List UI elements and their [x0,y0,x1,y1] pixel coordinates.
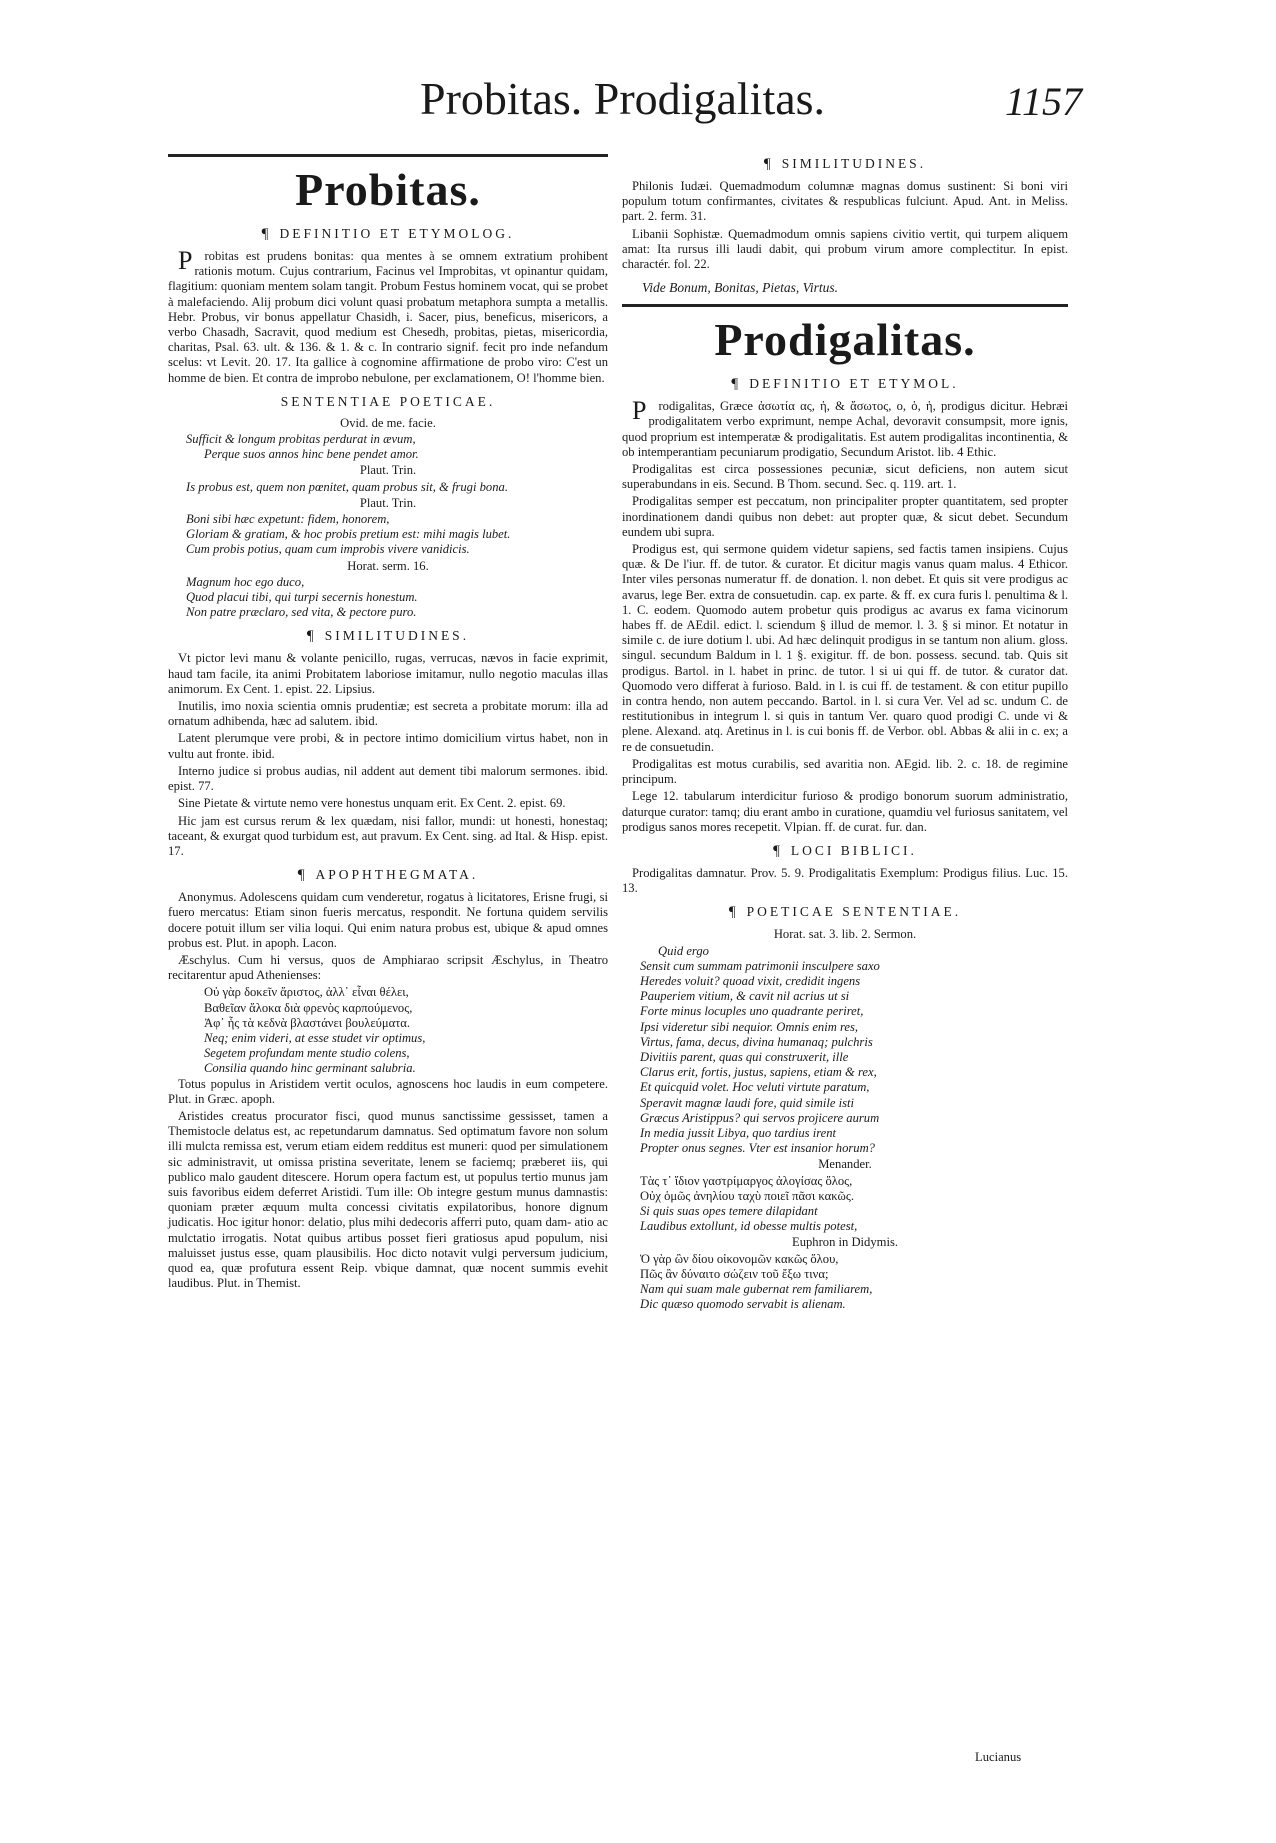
running-title: Probitas. Prodigalitas. [420,73,826,124]
section-heading-poetica: SENTENTIAE POETICAE. [280,393,496,409]
greek-verse-line: Βαθεῖαν ἄλοκα διὰ φρενὸς καρπούμενος, [204,1000,413,1015]
left-column [168,148,608,1293]
column-rule [622,304,1068,307]
apophthegma-paragraph: Æschylus. Cum hi versus, quos de Amphiarao scripsit Æschylus, in Theatro recitarentur apud Athenienses: [168,952,608,983]
section-heading-similitudines [622,156,1068,173]
verse-line: Ipsi videretur sibi nequior. Omnis enim res, [640,1019,859,1034]
section-heading-poeticae [622,904,1068,921]
definitio-paragraph: Prodigus est, qui sermone quidem videtur sapiens, sed factis tamen insipiens. Cujus quæ. & De l'iur. ff. de tutor. & curator. Et dicitur magis vanus quam malus. 4 Ethicor. Inter viles personas numeratur ff. de donation. l. non debet. Et quis sit vere prodigus ac avarus, lege Ber. extra de consuetudin. cap. ex parte. & ff. ex cura furis l. penultima & l. 1. C. eodem. Quomodo autem probetur quis prodigus ac avarus ex fama vicinorum habes ff. de AEdil. edict. l. sciendum § illud de memor. l. 3. § si minor. Et notatur in simile c. de iure dotium l. ubi. Ad hæc delinquit prodigus in se tantum non alium. gloss. singul. secundum Baldum in l. 1 §. exigitur. ff. de bon. possess. secund. tab. Quis sit prodigus. Bartol. in l. habet in princ. de tutor. l si ui qui ff. de tutor. & curator dat. Quomodo vero differat à furioso. Bald. in l. is cui ff. de testament. & con etitur pupillo in contra hendo, non autem peccando. Bartol. in l. si cura Ver. Vel ad sc. undum C. de restitutionibus in integrum l. si quis in tantum Ver. quaro quod prodigi C. unde vi & plene. Alexand. atq. Aretinus in l. is cui bonis ff. de Verbor. obl. Abbas & alii in c. ex; a re de consuetudin. [622,542,1068,754]
verse-source: Horat. serm. 16. [347,558,429,573]
greek-verse-line: Τὰς τ᾽ ἴδιον γαστρίμαργος ἀλογίσας ὅλος, [640,1173,853,1188]
verse-line: Segetem profundam mente studio colens, [204,1046,410,1061]
pilcrow-icon: ¶ [261,226,272,242]
similitudo-paragraph: Latent plerumque vere probi, & in pectore intimo domicilium virtus habet, non in vultu aut fronte. ibid. [168,731,608,761]
verse-source: Menander. [818,1157,872,1172]
greek-verse-line: Πῶς ἂν δύναιτο σώζειν τοῦ ἔξω τινα; [640,1266,829,1281]
entry-title-prodigalitas: Prodigalitas. [714,314,976,366]
verse-line: Divitiis parent, quas qui construxerit, ille [640,1049,849,1064]
entry-title-probitas: Probitas. [295,164,481,215]
pilcrow-icon: ¶ [728,904,739,921]
heading-text: SIMILITUDINES. [324,628,470,644]
verse-line: Gloriam & gratiam, & hoc probis pretium est: mihi magis lubet. [186,527,511,542]
verse-line: Quod placui tibi, qui turpi secernis honestum. [186,590,418,605]
loci-text: Prodigalitas damnatur. Prov. 5. 9. Prodigalitatis Exemplum: Prodigus filius. Luc. 15. 13. [622,865,1068,896]
pilcrow-icon: ¶ [763,156,774,172]
greek-verse-line: Ὁ γὰρ ὢν δίου οἰκονομῶν κακῶς ὅλου, [640,1251,839,1266]
verse-source: Horat. sat. 3. lib. 2. Sermon. [773,927,917,942]
verse-line: Pauperiem vitium, & cavit nil acrius ut si [640,989,850,1004]
definitio-paragraph: Prodigalitas, Græce ἀσωτία ας, ἡ, & ἄσωτος, ο, ὁ, ἡ, prodigus dicitur. Hebræi prodigalitatem verbo exprimunt, nempe Achal, devoravit consumpsit, more ignis, quod proprium est intemperatæ & prodigalitatis. Est autem prodigalitas incontinentia, & ob intemperantiam pecuniarum prodigatio, Secundum Aristot. lib. 4 Ethic. [622,396,1068,459]
cross-reference: Vide Bonum, Bonitas, Pietas, Virtus. [642,280,838,296]
verse-line: Consilia quando hinc germinant salubria. [204,1061,416,1076]
verse-line: Et quicquid volet. Hoc veluti virtute paratum, [640,1080,870,1095]
right-column [622,148,1068,1312]
heading-text: POETICAE SENTENTIAE. [746,904,962,920]
verse-line: Laudibus extollunt, id obesse multis potest, [640,1219,858,1234]
section-heading-loci [622,843,1068,860]
apophthegma-paragraph: Aristides creatus procurator fisci, quod munus sanctissime gessisset, tamen a Themistocle delatus est, ac repetundarum damnatus. Sed optimatum favore non solum illi mulcta remissa est, verum etiam eidem redditus est muneri: quod per simulationem sic administravit, ut omissa pristina severitate, lenem se faciemq; præberet iis, qui publico malo gaudent ditescere. Horum opera factum est, ut populus tertio munus jam suis favoribus eidem deferret Aristidi. Tum ille: Ob integre gestum munus damnastis: quoniam præter æquum multa concessi civitatis expilatoribus, honore dignum judicatis. Hoc igitur honor: delatio, plus mihi dedecoris afferri puto, quam dam- atio ac mulctatio irrogatis. Notat quibus artibus posset fieri gratiosus apud populum, nisi maluisset justus esse, quam plausibilis. Hoc dicto notavit vulgi perversum judicium, quod ea, quæ profutura essent Reip. vbique damnat, quæ nocent summis evehit laudibus. Plut. in Themist. [168,1108,608,1291]
verse-line: Sufficit & longum probitas perdurat in ævum, [186,432,416,447]
verse-line: Boni sibi hæc expetunt: fidem, honorem, [186,512,390,527]
column-rule [168,154,608,157]
verse-source: Plaut. Trin. [359,495,417,510]
verse-line: Græcus Aristippus? qui servos projicere aurum [640,1110,880,1125]
similitudo-paragraph: Libanii Sophistæ. Quemadmodum omnis sapiens civitio vertit, qui turpem aliquem amat: Ita rursus illi laudi dabit, qui probum virum amore complectitur. In epist. charactér. fol. 22. [622,226,1068,272]
verse-line: Is probus est, quem non pœnitet, quam probus sit, & frugi bona. [186,479,508,494]
verse-source: Ovid. de me. facie. [340,415,436,430]
verse-line: Sensit cum summam patrimonii insculpere saxo [640,958,880,973]
verse-line: Quid ergo [658,943,709,958]
section-heading-similitudines [168,628,608,645]
pilcrow-icon: ¶ [297,867,308,884]
verse-line: Non patre præclaro, sed vita, & pectore puro. [186,605,417,620]
definitio-paragraph: Prodigalitas est motus curabilis, sed avaritia non. AEgid. lib. 2. c. 18. de regimine principum. [622,756,1068,787]
verse-line: Speravit magnæ laudi fore, quid simile isti [640,1095,854,1110]
verse-line: Perque suos annos hinc bene pendet amor. [204,447,419,462]
heading-text: DEFINITIO ET ETYMOLOG. [279,226,515,241]
heading-text: LOCI BIBLICI. [790,842,917,858]
pilcrow-icon: ¶ [731,376,742,393]
similitudo-paragraph: Hic jam est cursus rerum & lex quædam, nisi fallor, mundi: ut honesti, honestaq; taceant, & exurgat quod turbidum est, aut pravum. Ex Cent. sing. ad Ital. & Hisp. epist. 17. [168,813,608,858]
catchword: Lucianus [975,1750,1022,1764]
definitio-text: Probitas est prudens bonitas: qua mentes à se omnem extratium prohibent rationis motum. Cujus contrarium, Facinus vel Improbitas, vt opinantur quidam, flagitium: quoniam mentem solam tangit. Probum Festus hominem vocat, qui se probet à malefaciendo. Alij probum dici volunt quasi probatum metaphora sumpta a metallis. Hebr. Probus, vir bonus appellatur Chasidh, i. Sacer, pius, beneficus, misericors, a verbo Chasadh, Sacravit, quod medium est Chesedh, probitas, pietas, misericordia, charitas, Psal. 63. ult. & 136. & 1. & c. In contrario signif. fecit pro inde nefandum scelus: vt Levit. 20. 17. Ita gallice à cognomine affirmatione de probo viro: C'est un homme de bien. Et contra de improbo nebulone, per exclamationem, O! l'homme bien. [168,246,608,385]
verse-line: Clarus erit, fortis, justus, sapiens, etiam & rex, [640,1065,877,1080]
pilcrow-icon: ¶ [306,628,317,645]
heading-text: SIMILITUDINES. [781,156,927,171]
definitio-paragraph: Prodigalitas semper est peccatum, non principaliter propter quantitatem, sed propter inordinationem dandi quibus non debet: aut propter quæ, & sicut debet. Secundum eundem ubi supra. [622,494,1068,539]
verse-source: Euphron in Didymis. [792,1235,898,1250]
greek-verse-line: Οὐ γὰρ δοκεῖν ἄριστος, ἀλλ᾽ εἶναι θέλει, [204,985,409,1000]
similitudo-paragraph: Interno judice si probus audias, nil addent aut dement tibi malorum sermones. ibid. epist. 77. [168,763,608,794]
page-header [0,72,1276,142]
verse-line: Magnum hoc ego duco, [186,574,305,589]
verse-line: Forte minus locuples uno quadrante periret, [640,1004,864,1019]
apophthegma-paragraph: Anonymus. Adolescens quidam cum venderetur, rogatus à licitatores, Erisne frugi, si fuero mercatus: Etiam sinon fueris mercatus, respondit. Ne fortuna quidem servilis docere potuit illum ser vilia loqui. Qui enim natura probus est, ubique & apud omnes probus est. Plut. in apoph. Lacon. [168,890,608,950]
definitio-paragraph: Prodigalitas est circa possessiones pecuniæ, sicut deficiens, non autem sicut superabundans in eis. Secund. B Thom. secund. Sec. q. 119. art. 1. [622,462,1068,492]
verse-line: Dic quæso quomodo servabit is alienam. [640,1297,846,1312]
heading-text: DEFINITIO ET ETYMOL. [749,376,959,392]
similitudo-paragraph: Philonis Iudæi. Quemadmodum columnæ magnas domus sustinent: Si boni viri populum totum confirmantes, civitates & respublicas fulciunt. Apud. Ant. in Meliss. part. 2. ferm. 31. [622,179,1068,224]
verse-line: Neq; enim videri, at esse studet vir optimus, [204,1030,426,1045]
greek-verse-line: Οὐχ ὁμῶς ἀνηλίου ταχὺ ποιεῖ πᾶσι κακῶς. [640,1188,854,1203]
verse-line: In media jussit Libya, quo tardius irent [640,1125,837,1140]
similitudo-paragraph: Vt pictor levi manu & volante penicillo, rugas, verrucas, nævos in facie exprimit, haud tam facile, ita animi Probitatem laboriose imitamur, nullo negotio maculas illas animorum. Ex Cent. 1. epist. 22. Lipsius. [168,651,608,696]
apophthegma-paragraph: Totus populus in Aristidem vertit oculos, agnoscens hoc laudis in eum competere. Plut. in Græc. apoph. [168,1076,608,1106]
page-number: 1157 [1005,79,1083,124]
similitudo-paragraph: Inutilis, imo noxia scientia omnis prudentiæ; est secreta a probitate morum: illa ad ornatum adhibenda, hæc ad salutem. ibid. [168,699,608,729]
section-heading-definitio [622,376,1068,393]
verse-line: Virtus, fama, decus, divina humanaq; pulchris [640,1034,873,1049]
pilcrow-icon: ¶ [773,842,783,859]
section-heading-definitio [168,226,608,243]
verse-line: Cum probis potius, quam cum improbis vivere vanidicis. [186,542,470,557]
section-heading-apophthegmata [168,867,608,884]
verse-line: Si quis suas opes temere dilapidant [640,1203,818,1218]
similitudo-paragraph: Sine Pietate & virtute nemo vere honestus unquam erit. Ex Cent. 2. epist. 69. [178,796,566,811]
heading-text: APOPHTHEGMATA. [315,867,479,883]
verse-line: Propter onus segnes. Vter est insanior horum? [640,1141,875,1156]
verse-line: Nam qui suam male gubernat rem familiarem, [640,1281,873,1296]
greek-verse-line: Ἀφ᾽ ἧς τὰ κεδνὰ βλαστάνει βουλεύματα. [204,1015,411,1030]
definitio-paragraph: Lege 12. tabularum interdicitur furioso & prodigo bonorum suorum administratio, daturque curator: tamq; diu erant ambo in curatione, quamdiu vel furiosus sanitatem, vel prodigus sanos mores recepetit. Vlpian. ff. de curat. fur. dan. [622,789,1068,834]
verse-source: Plaut. Trin. [359,463,417,478]
verse-line: Heredes voluit? quoad vixit, credidit ingens [640,973,861,988]
